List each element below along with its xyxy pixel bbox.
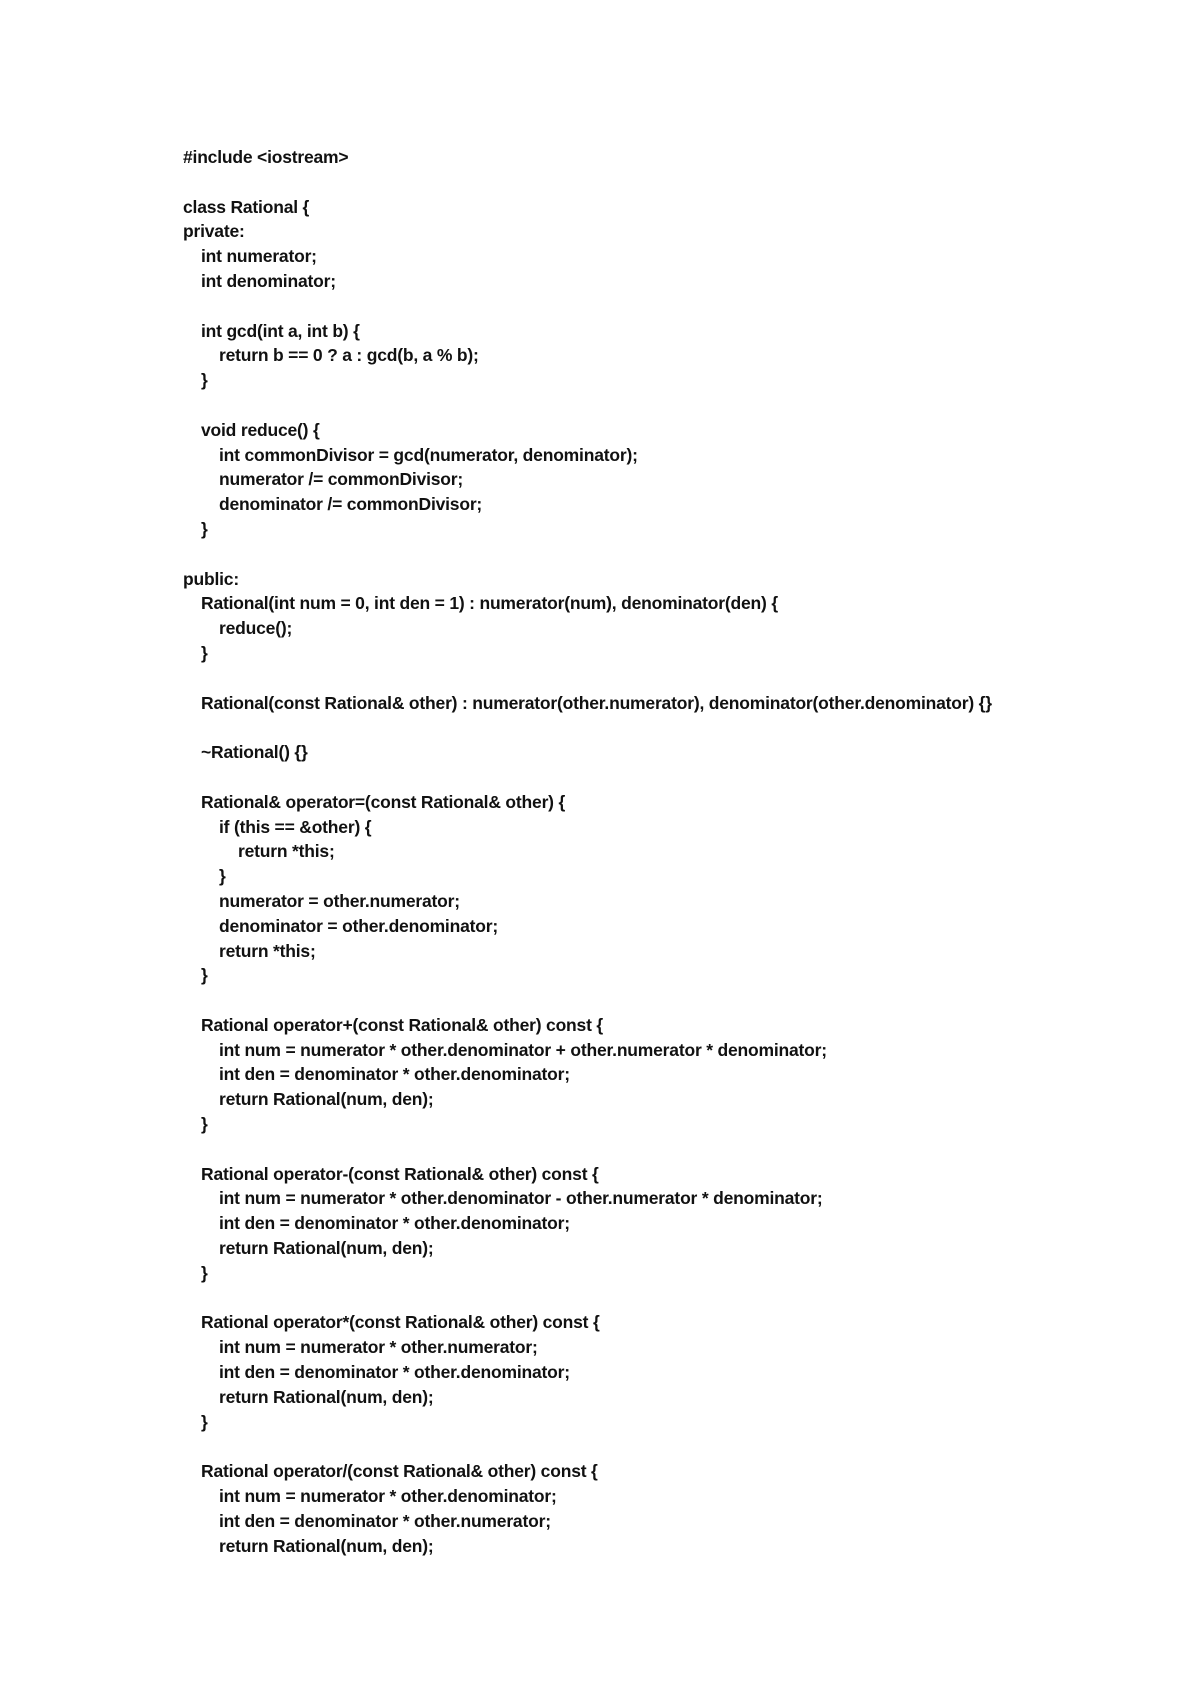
- blank-line: [183, 542, 1083, 567]
- code-line: return Rational(num, den);: [219, 1386, 434, 1407]
- code-line: int num = numerator * other.denominator - other.numerator * denominator;: [219, 1188, 823, 1209]
- code-line: }: [201, 518, 208, 539]
- code-line: }: [201, 1114, 208, 1135]
- code-line: int num = numerator * other.denominator + other.numerator * denominator;: [219, 1039, 827, 1060]
- code-line: return Rational(num, den);: [219, 1238, 434, 1259]
- code-line: #include <iostream>: [183, 147, 349, 167]
- blank-line: [183, 1286, 1083, 1311]
- blank-line: [183, 1434, 1083, 1459]
- blank-line: [183, 715, 1083, 740]
- code-line: int den = denominator * other.numerator;: [219, 1510, 551, 1531]
- code-line: int gcd(int a, int b) {: [201, 320, 360, 341]
- code-line: int denominator;: [201, 270, 336, 291]
- code-line: Rational operator/(const Rational& other) const {: [201, 1461, 598, 1482]
- code-line: if (this == &other) {: [219, 816, 372, 837]
- blank-line: [183, 294, 1083, 319]
- code-line: return *this;: [238, 841, 335, 862]
- code-line: }: [201, 1262, 208, 1283]
- code-line: int den = denominator * other.denominator;: [219, 1064, 570, 1085]
- blank-line: [183, 170, 1083, 195]
- code-line: int den = denominator * other.denominator;: [219, 1213, 570, 1234]
- blank-line: [183, 765, 1083, 790]
- blank-line: [183, 393, 1083, 418]
- code-line: return Rational(num, den);: [219, 1089, 434, 1110]
- blank-line: [183, 1137, 1083, 1162]
- code-line: numerator = other.numerator;: [219, 890, 460, 911]
- code-line: Rational(int num = 0, int den = 1) : numerator(num), denominator(den) {: [201, 593, 778, 614]
- code-line: int den = denominator * other.denominator;: [219, 1362, 570, 1383]
- code-line: denominator /= commonDivisor;: [219, 494, 483, 515]
- code-line: return *this;: [219, 940, 316, 961]
- code-line: numerator /= commonDivisor;: [219, 469, 464, 490]
- code-line: int num = numerator * other.numerator;: [219, 1337, 538, 1358]
- blank-line: [183, 666, 1083, 691]
- code-line: int commonDivisor = gcd(numerator, denominator);: [219, 444, 638, 465]
- code-line: class Rational {: [183, 196, 310, 217]
- code-line: public:: [183, 568, 239, 589]
- code-line: int numerator;: [201, 246, 317, 267]
- code-line: Rational& operator=(const Rational& other) {: [201, 791, 566, 812]
- blank-line: [183, 988, 1083, 1013]
- code-line: void reduce() {: [201, 419, 320, 440]
- code-line: ~Rational() {}: [201, 742, 308, 763]
- code-block: [183, 145, 1083, 1558]
- code-line: reduce();: [219, 618, 293, 639]
- code-line: return b == 0 ? a : gcd(b, a % b);: [219, 345, 479, 366]
- code-line: Rational operator+(const Rational& other) const {: [201, 1014, 603, 1035]
- code-line: }: [201, 642, 208, 663]
- code-line: Rational operator-(const Rational& other) const {: [201, 1163, 599, 1184]
- code-line: Rational operator*(const Rational& other) const {: [201, 1312, 600, 1333]
- code-line: denominator = other.denominator;: [219, 915, 498, 936]
- code-line: }: [201, 1411, 208, 1432]
- code-line: int num = numerator * other.denominator;: [219, 1486, 557, 1507]
- code-line: private:: [183, 221, 245, 242]
- code-line: }: [201, 965, 208, 986]
- code-line: }: [201, 370, 208, 391]
- code-line: Rational(const Rational& other) : numerator(other.numerator), denominator(other.denominator) {}: [201, 692, 992, 713]
- code-line: return Rational(num, den);: [219, 1535, 434, 1556]
- code-line: }: [219, 866, 226, 887]
